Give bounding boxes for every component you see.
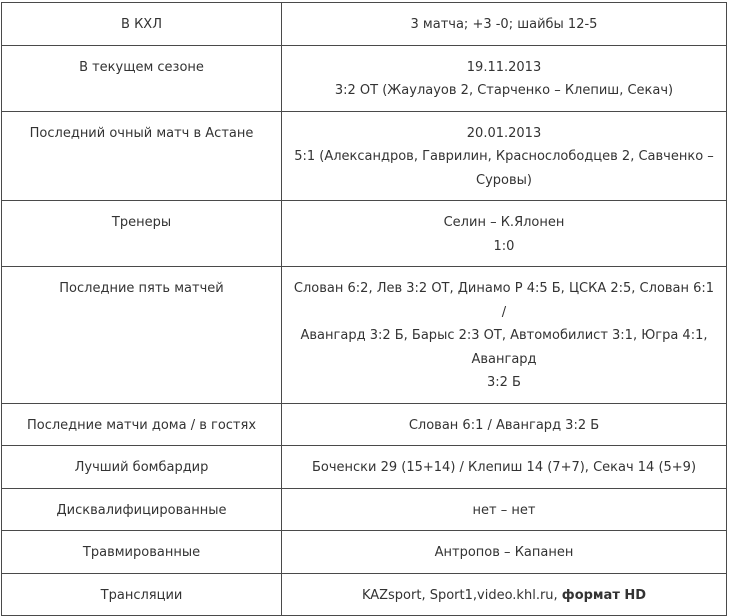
row-value xyxy=(282,111,727,201)
value-line: Слован 6:2, Лев 3:2 ОТ, Динамо Р 4:5 Б, ЦСКА 2:5, Слован 6:1 / xyxy=(293,281,715,320)
row-label: Последние матчи дома / в гостях xyxy=(2,403,282,446)
value-line: 5:1 (Александров, Гаврилин, Краснослободцев 2, Савченко – xyxy=(294,149,714,164)
value-line: Боченски 29 (15+14) / Клепиш 14 (7+7), Секач 14 (5+9) xyxy=(311,460,697,475)
row-label: В КХЛ xyxy=(2,3,282,46)
row-label: Тренеры xyxy=(2,201,282,267)
row-label: Трансляции xyxy=(2,573,282,616)
table-row-top-scorer xyxy=(2,446,727,489)
table-row-suspended xyxy=(2,488,727,531)
table-row-coaches xyxy=(2,201,727,267)
broadcast-channels: KAZsport, Sport1,video.khl.ru, xyxy=(361,587,562,603)
row-value xyxy=(282,45,727,111)
table-row-last-five-matches xyxy=(2,267,727,404)
row-value xyxy=(282,201,727,267)
row-value xyxy=(282,573,727,616)
value-line: Слован 6:1 / Авангард 3:2 Б xyxy=(408,417,600,433)
value-line: Селин – К.Ялонен xyxy=(443,215,565,230)
table-row-broadcasts xyxy=(2,573,727,616)
row-value xyxy=(282,403,727,446)
table-row-home-away xyxy=(2,403,727,446)
value-line: нет – нет xyxy=(472,502,536,518)
row-label: В текущем сезоне xyxy=(2,45,282,111)
value-line: Авангард 3:2 Б, Барыс 2:3 ОТ, Автомобилист 3:1, Югра 4:1, Авангард xyxy=(300,328,708,367)
table-row-kxl xyxy=(2,3,727,46)
row-label: Травмированные xyxy=(2,531,282,574)
value-line: Антропов – Капанен xyxy=(434,545,574,560)
value-line xyxy=(290,584,718,608)
row-label: Дисквалифицированные xyxy=(2,488,282,531)
row-label: Последние пять матчей xyxy=(2,267,282,404)
row-value xyxy=(282,488,727,531)
value-line: 1:0 xyxy=(493,238,515,254)
value-line: 3 матча; +3 -0; шайбы 12-5 xyxy=(410,17,598,32)
row-label: Лучший бомбардир xyxy=(2,446,282,489)
value-line: 20.01.2013 xyxy=(466,125,542,141)
row-value xyxy=(282,531,727,574)
table-row-injured xyxy=(2,531,727,574)
row-label: Последний очный матч в Астане xyxy=(2,111,282,201)
row-value xyxy=(282,446,727,489)
table-row-current-season xyxy=(2,45,727,111)
value-line: 3:2 ОТ (Жаулауов 2, Старченко – Клепиш, Секач) xyxy=(334,83,674,98)
value-line: Суровы) xyxy=(476,172,532,188)
value-line: 3:2 Б xyxy=(487,375,521,390)
match-stats-table xyxy=(1,2,727,616)
table-row-last-astana-match xyxy=(2,111,727,201)
broadcast-format: формат HD xyxy=(561,587,647,603)
row-value xyxy=(282,3,727,46)
value-line: 19.11.2013 xyxy=(466,59,542,75)
row-value xyxy=(282,267,727,404)
